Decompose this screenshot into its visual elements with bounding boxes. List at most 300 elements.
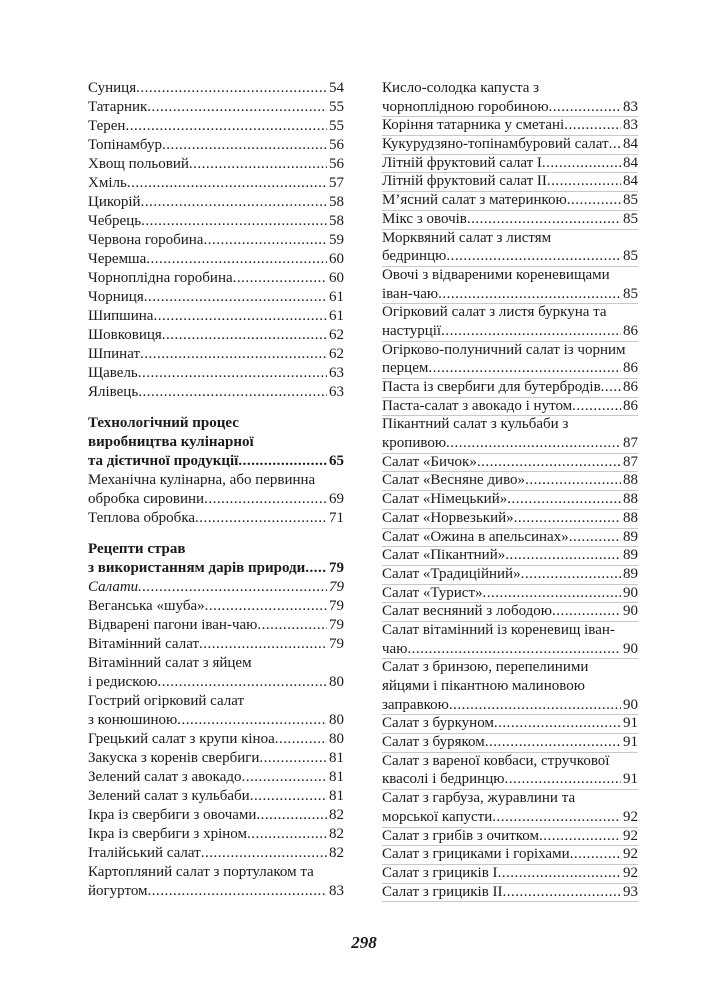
toc-entry-title: Рецепти страв <box>88 541 186 557</box>
toc-entry-title: Хвощ польовий <box>88 156 189 172</box>
toc-entry-title: Салат з грициків II <box>382 883 503 900</box>
toc-entry-line <box>88 692 344 711</box>
toc-page-number: 90 <box>623 584 638 601</box>
dot-leader <box>525 471 621 490</box>
toc-entry-line <box>88 471 344 490</box>
toc-entry-title: квасолі і бедринцю <box>382 771 505 788</box>
toc-entry-title: Італійський салат <box>88 845 201 861</box>
toc-page-number: 81 <box>329 750 344 766</box>
toc-entry-line <box>382 509 638 528</box>
toc-entry[interactable] <box>88 250 344 269</box>
toc-page-number: 88 <box>623 509 638 526</box>
toc-entry-title: Пікантний салат з кульбаби з <box>382 416 569 433</box>
toc-page-number: 58 <box>329 213 344 229</box>
toc-page-number: 55 <box>329 99 344 115</box>
toc-entry-line <box>382 808 638 827</box>
toc-entry[interactable] <box>382 471 638 491</box>
toc-entry[interactable] <box>88 269 344 288</box>
toc-entry[interactable] <box>382 453 638 473</box>
toc-page-number: 84 <box>623 136 638 153</box>
toc-page-number: 56 <box>329 137 344 153</box>
toc-entry-title: Мікс з овочів <box>382 210 467 227</box>
toc-entry[interactable] <box>88 383 344 402</box>
toc-entry-title: Відварені пагони іван-чаю <box>88 617 258 633</box>
toc-entry-title: Огірковий салат з листя буркуна та <box>382 304 607 321</box>
toc-entry-line <box>88 117 344 136</box>
toc-entry-line <box>382 770 638 789</box>
dot-leader <box>485 733 621 752</box>
toc-entry-title: настурції <box>382 322 442 339</box>
toc-page-number: 79 <box>329 636 344 652</box>
toc-entry[interactable] <box>88 174 344 193</box>
toc-entry[interactable] <box>382 341 638 379</box>
toc-entry-title: Кисло-солодка капуста з <box>382 80 540 96</box>
dot-leader <box>449 696 621 715</box>
dot-leader <box>201 844 327 863</box>
toc-entry-title: Салат «Норвезький» <box>382 509 514 526</box>
dot-leader <box>148 882 327 901</box>
dot-leader <box>199 635 327 654</box>
toc-page-number: 85 <box>623 210 638 227</box>
toc-entry[interactable] <box>382 827 638 847</box>
toc-page-number: 86 <box>623 360 638 377</box>
toc-entry-line <box>88 326 344 345</box>
toc-entry[interactable] <box>382 210 638 230</box>
toc-entry-title: Літній фруктовий салат I <box>382 154 542 171</box>
toc-page-number: 91 <box>623 771 638 788</box>
toc-entry-line <box>382 528 638 547</box>
toc-entry-line <box>382 546 638 565</box>
toc-entry[interactable] <box>88 863 344 901</box>
toc-entry-title: Паста із свербиги для бутербродів <box>382 379 601 395</box>
toc-entry-title: Чебрець <box>88 213 142 229</box>
dot-leader <box>567 191 621 210</box>
toc-entry[interactable] <box>88 825 344 844</box>
toc-entry-line <box>382 210 638 229</box>
dot-leader <box>492 808 621 827</box>
toc-entry-title: Суниця <box>88 80 137 96</box>
toc-page-number: 92 <box>623 827 638 844</box>
toc-entry[interactable] <box>382 602 638 622</box>
toc-entry[interactable] <box>382 714 638 734</box>
toc-entry-title: морської капусти <box>382 808 493 825</box>
toc-entry[interactable] <box>382 266 638 304</box>
toc-entry-title: М’ясний салат з материнкою <box>382 192 567 209</box>
toc-page-number: 85 <box>623 285 638 302</box>
toc-entry[interactable] <box>88 364 344 383</box>
toc-entry[interactable] <box>382 135 638 155</box>
dot-leader <box>504 770 621 789</box>
toc-entry[interactable] <box>88 597 344 616</box>
section-gap <box>88 528 344 540</box>
toc-entry-title: Теплова обробка <box>88 510 196 526</box>
toc-entry-line <box>88 597 344 616</box>
toc-entry-line <box>88 559 344 578</box>
toc-entry-title: Цикорій <box>88 194 141 210</box>
toc-entry-title: Закуска з коренів свербиги <box>88 750 260 766</box>
toc-entry[interactable] <box>88 749 344 768</box>
toc-subsection[interactable] <box>88 578 344 597</box>
toc-page-number: 92 <box>623 864 638 881</box>
toc-entry[interactable] <box>88 136 344 155</box>
toc-page-number: 61 <box>329 289 344 305</box>
dot-leader <box>146 250 327 269</box>
dot-leader <box>521 565 621 584</box>
toc-entry-title: Салат «Пікантний» <box>382 547 506 564</box>
toc-page-number: 84 <box>623 154 638 171</box>
toc-entry-title: Механічна кулінарна, або первинна <box>88 472 316 488</box>
toc-entry[interactable] <box>88 231 344 250</box>
toc-page-number: 91 <box>623 734 638 751</box>
toc-entry-line <box>88 509 344 528</box>
dot-leader <box>572 397 621 416</box>
dot-leader <box>547 172 621 191</box>
dot-leader <box>259 749 327 768</box>
toc-entry-line <box>88 231 344 250</box>
toc-page-number: 57 <box>329 175 344 191</box>
toc-page-number: 90 <box>623 696 638 713</box>
toc-page-number: 80 <box>329 674 344 690</box>
toc-entry[interactable] <box>382 864 638 884</box>
toc-entry[interactable] <box>382 845 638 865</box>
toc-entry-title: Салат з гарбуза, журавлини та <box>382 790 576 807</box>
toc-page-number: 86 <box>623 322 638 339</box>
toc-entry-title: Вітамінний салат <box>88 636 200 652</box>
toc-entry-title: з конюшиною <box>88 712 178 728</box>
toc-entry[interactable] <box>382 658 638 715</box>
dot-leader <box>570 845 621 864</box>
toc-entry-line <box>382 229 638 248</box>
toc-entry-line <box>382 584 638 603</box>
toc-entry-line <box>382 303 638 322</box>
toc-entry[interactable] <box>88 787 344 806</box>
toc-entry-line <box>382 490 638 509</box>
toc-entry-title: Терен <box>88 118 126 134</box>
toc-page-number: 85 <box>623 248 638 265</box>
dot-leader <box>162 326 327 345</box>
toc-entry-line <box>382 415 638 434</box>
dot-leader <box>446 247 621 266</box>
toc-entry-line <box>88 749 344 768</box>
toc-entry-title: Літній фруктовий салат II <box>382 173 547 190</box>
toc-entry-line <box>88 730 344 749</box>
toc-entry[interactable] <box>382 789 638 827</box>
toc-entry[interactable] <box>88 345 344 364</box>
toc-entry-line <box>88 288 344 307</box>
toc-entry[interactable] <box>382 621 638 659</box>
toc-entry-title: Чорноплідна горобина <box>88 270 233 286</box>
toc-entry-line <box>88 490 344 509</box>
toc-entry-line <box>88 578 344 597</box>
toc-page-number: 88 <box>623 491 638 508</box>
dot-leader <box>204 490 327 509</box>
toc-entry[interactable] <box>88 79 344 98</box>
dot-leader <box>141 193 327 212</box>
toc-entry[interactable] <box>88 654 344 692</box>
toc-entry[interactable] <box>88 806 344 825</box>
toc-page-number: 84 <box>623 173 638 190</box>
dot-leader <box>138 383 327 402</box>
toc-entry[interactable] <box>382 172 638 192</box>
toc-entry[interactable] <box>88 730 344 749</box>
toc-page-number: 81 <box>329 788 344 804</box>
toc-entry-title: і редискою <box>88 674 158 690</box>
toc-entry-title: Хміль <box>88 175 127 191</box>
toc-page-number: 63 <box>329 365 344 381</box>
toc-entry-title: обробка сировини <box>88 491 205 507</box>
toc-entry[interactable] <box>382 883 638 903</box>
dot-leader <box>483 584 621 603</box>
toc-entry[interactable] <box>382 490 638 510</box>
section-gap <box>88 402 344 414</box>
toc-page-number: 89 <box>623 565 638 582</box>
toc-entry-title: Салат «Німецький» <box>382 491 508 508</box>
dot-leader <box>446 434 621 453</box>
toc-entry-title: Вітамінний салат з яйцем <box>88 655 252 671</box>
toc-page-number: 79 <box>329 560 344 576</box>
toc-entry[interactable] <box>88 616 344 635</box>
dot-leader <box>564 116 621 135</box>
toc-entry-title: Салат з вареної ковбаси, стручкової <box>382 752 610 769</box>
toc-entry-line <box>382 471 638 490</box>
toc-page-number: 79 <box>329 579 344 595</box>
toc-entry-title: Салат з грибів з очитком <box>382 827 539 844</box>
toc-entry-title: Картопляний салат з портулаком та <box>88 864 314 880</box>
toc-page-number: 80 <box>329 731 344 747</box>
toc-entry-title: Шипшина <box>88 308 154 324</box>
dot-leader <box>549 98 621 117</box>
dot-leader <box>203 231 327 250</box>
toc-entry-title: Салат з грициків I <box>382 864 498 881</box>
dot-leader <box>177 711 327 730</box>
toc-entry-line <box>382 733 638 752</box>
toc-entry-title: Шовковиця <box>88 327 162 343</box>
dot-leader <box>242 768 327 787</box>
toc-entry[interactable] <box>382 528 638 548</box>
toc-entry-title: Гострий огірковий салат <box>88 693 245 709</box>
toc-page-number: 87 <box>623 435 638 452</box>
toc-entry-line <box>88 882 344 901</box>
toc-entry-title: чорноплідною горобиною <box>382 98 549 115</box>
toc-entry-title: Овочі з відвареними кореневищами <box>382 266 610 283</box>
dot-leader <box>507 490 621 509</box>
toc-page-number: 62 <box>329 346 344 362</box>
dot-leader <box>205 597 327 616</box>
toc-entry[interactable] <box>382 303 638 341</box>
toc-entry[interactable] <box>88 471 344 509</box>
toc-entry-line <box>382 172 638 191</box>
toc-entry-title: чаю <box>382 640 408 657</box>
toc-entry-line <box>88 212 344 231</box>
toc-entry-line <box>382 135 638 154</box>
toc-page-number: 83 <box>623 98 638 115</box>
toc-entry-line <box>382 677 638 696</box>
toc-page-number: 60 <box>329 270 344 286</box>
toc-entry-line <box>382 79 638 98</box>
toc-entry-title: Салат з буркуном <box>382 715 494 732</box>
toc-entry-title: Салат «Бичок» <box>382 453 477 470</box>
toc-entry[interactable] <box>382 378 638 398</box>
dot-leader <box>189 155 327 174</box>
dot-leader <box>257 616 327 635</box>
toc-entry-line <box>382 640 638 659</box>
toc-entry[interactable] <box>382 584 638 604</box>
toc-entry-title: Ялівець <box>88 384 139 400</box>
toc-entry-title: Веганська «шуба» <box>88 598 205 614</box>
toc-entry[interactable] <box>382 565 638 585</box>
toc-page-number: 62 <box>329 327 344 343</box>
toc-entry[interactable] <box>88 844 344 863</box>
toc-entry-line <box>88 635 344 654</box>
toc-entry-line <box>88 863 344 882</box>
toc-entry-line <box>88 452 344 471</box>
toc-entry-line <box>382 378 638 397</box>
dot-leader <box>438 285 621 304</box>
toc-entry[interactable] <box>382 733 638 753</box>
toc-entry[interactable] <box>382 116 638 136</box>
toc-page-number: 89 <box>623 528 638 545</box>
toc-entry-title: Грецький салат з крупи кіноа <box>88 731 275 747</box>
toc-entry[interactable] <box>382 397 638 417</box>
toc-page-number: 83 <box>329 883 344 899</box>
toc-entry-line <box>88 269 344 288</box>
toc-page-number: 89 <box>623 547 638 564</box>
toc-entry-line <box>382 714 638 733</box>
toc-entry-line <box>88 433 344 452</box>
dot-leader <box>138 578 327 597</box>
toc-entry-title: з використанням дарів природи <box>88 560 306 576</box>
toc-entry-line <box>88 383 344 402</box>
toc-entry[interactable] <box>88 635 344 654</box>
toc-page-number: 92 <box>623 808 638 825</box>
toc-entry[interactable] <box>88 692 344 730</box>
toc-entry-line <box>88 711 344 730</box>
toc-entry-title: Черемша <box>88 251 147 267</box>
toc-entry-title: Салат «Весняне диво» <box>382 472 526 489</box>
toc-entry-title: Салат «Традиційний» <box>382 565 521 582</box>
toc-entry[interactable] <box>382 191 638 211</box>
dot-leader <box>503 883 621 902</box>
dot-leader <box>407 640 621 659</box>
toc-entry-line <box>88 98 344 117</box>
toc-page-number: 60 <box>329 251 344 267</box>
toc-entry[interactable] <box>88 326 344 345</box>
dot-leader <box>136 79 327 98</box>
toc-page-number: 85 <box>623 192 638 209</box>
toc-entry-line <box>88 806 344 825</box>
toc-entry[interactable] <box>382 154 638 174</box>
dot-leader <box>162 136 327 155</box>
toc-entry-line <box>382 453 638 472</box>
toc-entry-title: Чорниця <box>88 289 144 305</box>
toc-entry[interactable] <box>88 193 344 212</box>
toc-entry-line <box>382 98 638 117</box>
toc-entry[interactable] <box>88 117 344 136</box>
toc-entry-line <box>382 266 638 285</box>
dot-leader <box>539 827 621 846</box>
toc-entry-line <box>382 845 638 864</box>
toc-entry[interactable] <box>88 768 344 787</box>
toc-entry[interactable] <box>88 509 344 528</box>
toc-page-number: 91 <box>623 715 638 732</box>
toc-entry[interactable] <box>382 752 638 790</box>
toc-page-number: 93 <box>623 883 638 900</box>
toc-entry-line <box>88 540 344 559</box>
toc-entry[interactable] <box>382 509 638 529</box>
toc-section-heading[interactable] <box>88 540 344 578</box>
toc-entry-line <box>88 79 344 98</box>
toc-page-number: 81 <box>329 769 344 785</box>
toc-entry-line <box>88 136 344 155</box>
toc-entry-title: бедринцю <box>382 248 447 265</box>
toc-entry-title: Кукурудзяно-топінамбуровий салат <box>382 136 609 153</box>
toc-entry-title: яйцями і пікантною малиновою <box>382 678 585 694</box>
toc-entry-title: перцем <box>382 360 429 377</box>
toc-entry-line <box>382 191 638 210</box>
dot-leader <box>140 345 327 364</box>
toc-entry-line <box>88 193 344 212</box>
toc-entry-line <box>88 654 344 673</box>
toc-entry[interactable] <box>88 98 344 117</box>
toc-page-number: 80 <box>329 712 344 728</box>
toc-section-heading[interactable] <box>88 414 344 471</box>
dot-leader <box>238 452 327 471</box>
toc-entry-line <box>88 364 344 383</box>
toc-entry-title: Салат з грициками і горіхами <box>382 846 570 863</box>
toc-page-number: 69 <box>329 491 344 507</box>
toc-entry[interactable] <box>382 79 638 117</box>
toc-entry-line <box>382 621 638 640</box>
toc-entry-line <box>382 565 638 584</box>
toc-page-number: 82 <box>329 807 344 823</box>
dot-leader <box>552 602 621 621</box>
toc-entry[interactable] <box>382 229 638 267</box>
toc-entry[interactable] <box>88 307 344 326</box>
toc-entry-title: виробництва кулінарної <box>88 434 254 450</box>
toc-entry[interactable] <box>88 288 344 307</box>
toc-page-number: 56 <box>329 156 344 172</box>
toc-entry-title: Ікра із свербиги з овочами <box>88 807 257 823</box>
toc-page-number: 79 <box>329 617 344 633</box>
toc-entry-title: та дієтичної продукції <box>88 453 239 469</box>
toc-right-column <box>382 79 638 901</box>
toc-entry-title: Щавель <box>88 365 138 381</box>
toc-entry-title: Салат з бринзою, перепелиними <box>382 659 589 676</box>
toc-page-number: 63 <box>329 384 344 400</box>
toc-entry-title: Зелений салат з кульбаби <box>88 788 250 804</box>
toc-entry[interactable] <box>382 546 638 566</box>
toc-entry[interactable] <box>382 415 638 453</box>
dot-leader <box>505 546 621 565</box>
dot-leader <box>138 364 327 383</box>
dot-leader <box>601 378 621 397</box>
toc-entry-title: Морквяний салат з листям <box>382 229 552 246</box>
toc-entry[interactable] <box>88 155 344 174</box>
toc-entry-line <box>88 825 344 844</box>
dot-leader <box>569 528 621 547</box>
toc-entry-line <box>88 307 344 326</box>
toc-entry-title: Коріння татарника у сметані <box>382 117 565 134</box>
dot-leader <box>514 509 621 528</box>
toc-page-number: 92 <box>623 846 638 863</box>
toc-entry[interactable] <box>88 212 344 231</box>
toc-entry-title: Салат з буряком <box>382 734 485 751</box>
toc-entry-title: кропивою <box>382 435 447 452</box>
toc-page-number: 82 <box>329 845 344 861</box>
dot-leader <box>247 825 327 844</box>
dot-leader <box>428 359 621 378</box>
toc-entry-line <box>382 434 638 453</box>
